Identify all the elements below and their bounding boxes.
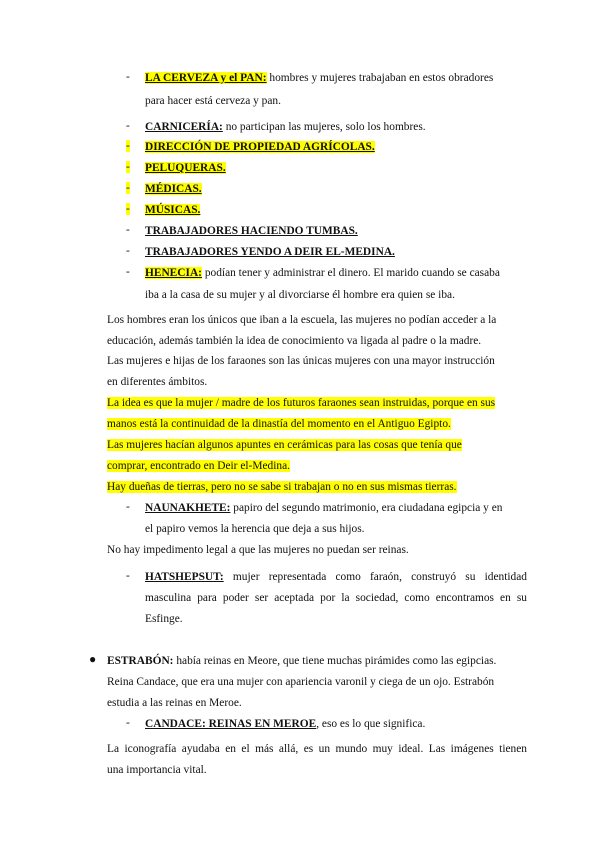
item-continuation: masculina para poder ser aceptada por la sociedad, como encontramos en su: [145, 592, 527, 604]
item-text: , eso es lo que significa.: [316, 718, 426, 730]
highlighted-line-wrap: [107, 459, 290, 473]
item-label: LA CERVEZA y el PAN:: [145, 72, 267, 84]
highlighted-line-wrap: [107, 480, 457, 494]
list-dash: -: [126, 717, 130, 729]
list-item-tumbas: [145, 224, 358, 238]
item-label: TRABAJADORES YENDO A DEIR EL-MEDINA.: [145, 246, 395, 258]
list-dash: -: [126, 161, 130, 173]
justified-line: [145, 570, 527, 584]
item-text: mujer representada como faraón, construyó su identidad: [223, 571, 527, 583]
item-label: DIRECCIÓN DE PROPIEDAD AGRÍCOLAS.: [145, 141, 375, 153]
list-item-candace: [145, 717, 425, 731]
list-item-henecia: [145, 266, 500, 280]
item-text: no participan las mujeres, solo los hombres.: [222, 121, 426, 133]
list-dash: -: [126, 224, 130, 236]
list-dash: -: [126, 71, 130, 83]
paragraph-line: Las mujeres e hijas de los faraones son las únicas mujeres con una mayor instrucción: [107, 355, 495, 367]
paragraph-line: una importancia vital.: [107, 764, 207, 776]
highlighted-paragraph-line: Las mujeres hacían algunos apuntes en cerámicas para las cosas que tenía que: [107, 439, 462, 451]
list-item-direccion: [145, 140, 375, 154]
list-dash: -: [126, 570, 130, 582]
list-item-carniceria: [145, 120, 426, 134]
paragraph-line: Los hombres eran los únicos que iban a la escuela, las mujeres no podían acceder a la: [107, 314, 497, 326]
item-label: CARNICERÍA:: [145, 121, 223, 133]
list-dash: -: [126, 140, 130, 152]
paragraph-wrap: [107, 742, 527, 756]
item-continuation: Esfinge.: [145, 613, 183, 625]
highlighted-line-wrap: [107, 396, 495, 410]
item-label: HENECIA:: [145, 267, 202, 279]
paragraph-line: en diferentes ámbitos.: [107, 376, 208, 388]
highlighted-paragraph-line: comprar, encontrado en Deir el-Medina.: [107, 460, 290, 472]
highlighted-line-wrap: [107, 417, 451, 431]
list-dash: -: [126, 266, 130, 278]
paragraph-line: educación, además también la idea de conocimiento va ligada al padre o la madre.: [107, 335, 482, 347]
item-label: NAUNAKHETE:: [145, 502, 231, 514]
item-label: MÉDICAS.: [145, 183, 202, 195]
item-continuation: el papiro vemos la herencia que deja a sus hijos.: [145, 523, 365, 535]
highlighted-paragraph-line: Hay dueñas de tierras, pero no se sabe si trabajan o no en sus mismas tierras.: [107, 481, 457, 493]
list-item-naunakhete: [145, 501, 502, 515]
paragraph-line: Reina Candace, que era una mujer con apariencia varonil y ciega de un ojo. Estrabón: [107, 676, 495, 688]
list-item-cerveza: [145, 71, 493, 85]
list-dash: -: [126, 245, 130, 257]
list-item-medicas: [145, 182, 202, 196]
list-item-musicas: [145, 203, 200, 217]
item-continuation: para hacer está cerveza y pan.: [145, 95, 281, 107]
item-label: ESTRABÓN:: [107, 655, 174, 667]
item-text: papiro del segundo matrimonio, era ciudadana egipcia y en: [230, 502, 503, 514]
list-item-peluqueras: [145, 161, 226, 175]
item-label: TRABAJADORES HACIENDO TUMBAS.: [145, 225, 358, 237]
item-label: MÚSICAS.: [145, 204, 201, 216]
highlighted-paragraph-line: manos está la continuidad de la dinastía del momento en el Antiguo Egipto.: [107, 418, 451, 430]
list-item-hatshepsut: [145, 570, 527, 584]
item-label: HATSHEPSUT:: [145, 571, 224, 583]
list-item-deir: [145, 245, 395, 259]
highlighted-paragraph-line: La idea es que la mujer / madre de los futuros faraones sean instruidas, porque en sus: [107, 397, 496, 409]
highlighted-line-wrap: [107, 438, 462, 452]
item-continuation-wrap: [145, 591, 527, 605]
item-label: CANDACE: REINAS EN MEROE: [145, 718, 317, 730]
item-continuation: iba a la casa de su mujer y al divorciarse él hombre era quien se iba.: [145, 289, 455, 301]
item-text: había reinas en Meore, que tiene muchas pirámides como las egipcias.: [173, 655, 497, 667]
list-dash: -: [126, 203, 130, 215]
item-text: hombres y mujeres trabajaban en estos obradores: [266, 72, 494, 84]
list-dash: -: [126, 120, 130, 132]
item-text: podían tener y administrar el dinero. El marido cuando se casaba: [201, 267, 500, 279]
paragraph-line: estudia a las reinas en Meroe.: [107, 697, 242, 709]
bullet-icon: ●: [89, 652, 97, 666]
list-dash: -: [126, 182, 130, 194]
paragraph-line: No hay impedimento legal a que las mujeres no puedan ser reinas.: [107, 544, 409, 556]
item-label: PELUQUERAS.: [145, 162, 226, 174]
list-dash: -: [126, 501, 130, 513]
paragraph-line: La iconografía ayudaba en el más allá, es un mundo muy ideal. Las imágenes tienen: [107, 743, 527, 755]
list-item-estrabon: [107, 654, 496, 668]
